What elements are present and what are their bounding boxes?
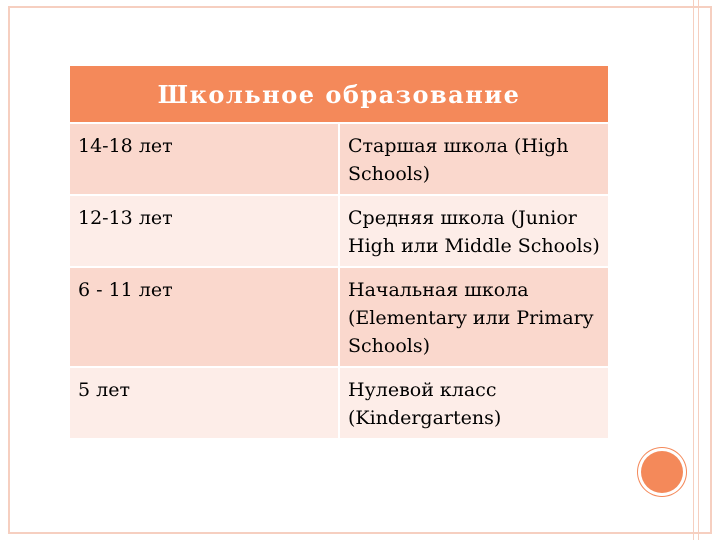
table-title: Школьное образование — [70, 66, 608, 123]
table-row — [70, 367, 608, 439]
age-cell: 6 - 11 лет — [70, 267, 339, 367]
decorative-circle — [641, 451, 683, 493]
age-cell: 5 лет — [70, 367, 339, 439]
table-header-row — [70, 66, 608, 123]
side-line-left — [693, 0, 694, 540]
age-cell: 12-13 лет — [70, 195, 339, 267]
table-row — [70, 123, 608, 195]
school-cell: Средняя школа (Junior High или Middle Schools) — [339, 195, 608, 267]
school-cell: Старшая школа (High Schools) — [339, 123, 608, 195]
school-cell: Начальная школа (Elementary или Primary Schools) — [339, 267, 608, 367]
school-cell: Нулевой класс (Kindergartens) — [339, 367, 608, 439]
age-cell: 14-18 лет — [70, 123, 339, 195]
table-row — [70, 267, 608, 367]
side-line-right — [698, 0, 699, 540]
school-education-table — [70, 66, 608, 440]
table-row — [70, 195, 608, 267]
